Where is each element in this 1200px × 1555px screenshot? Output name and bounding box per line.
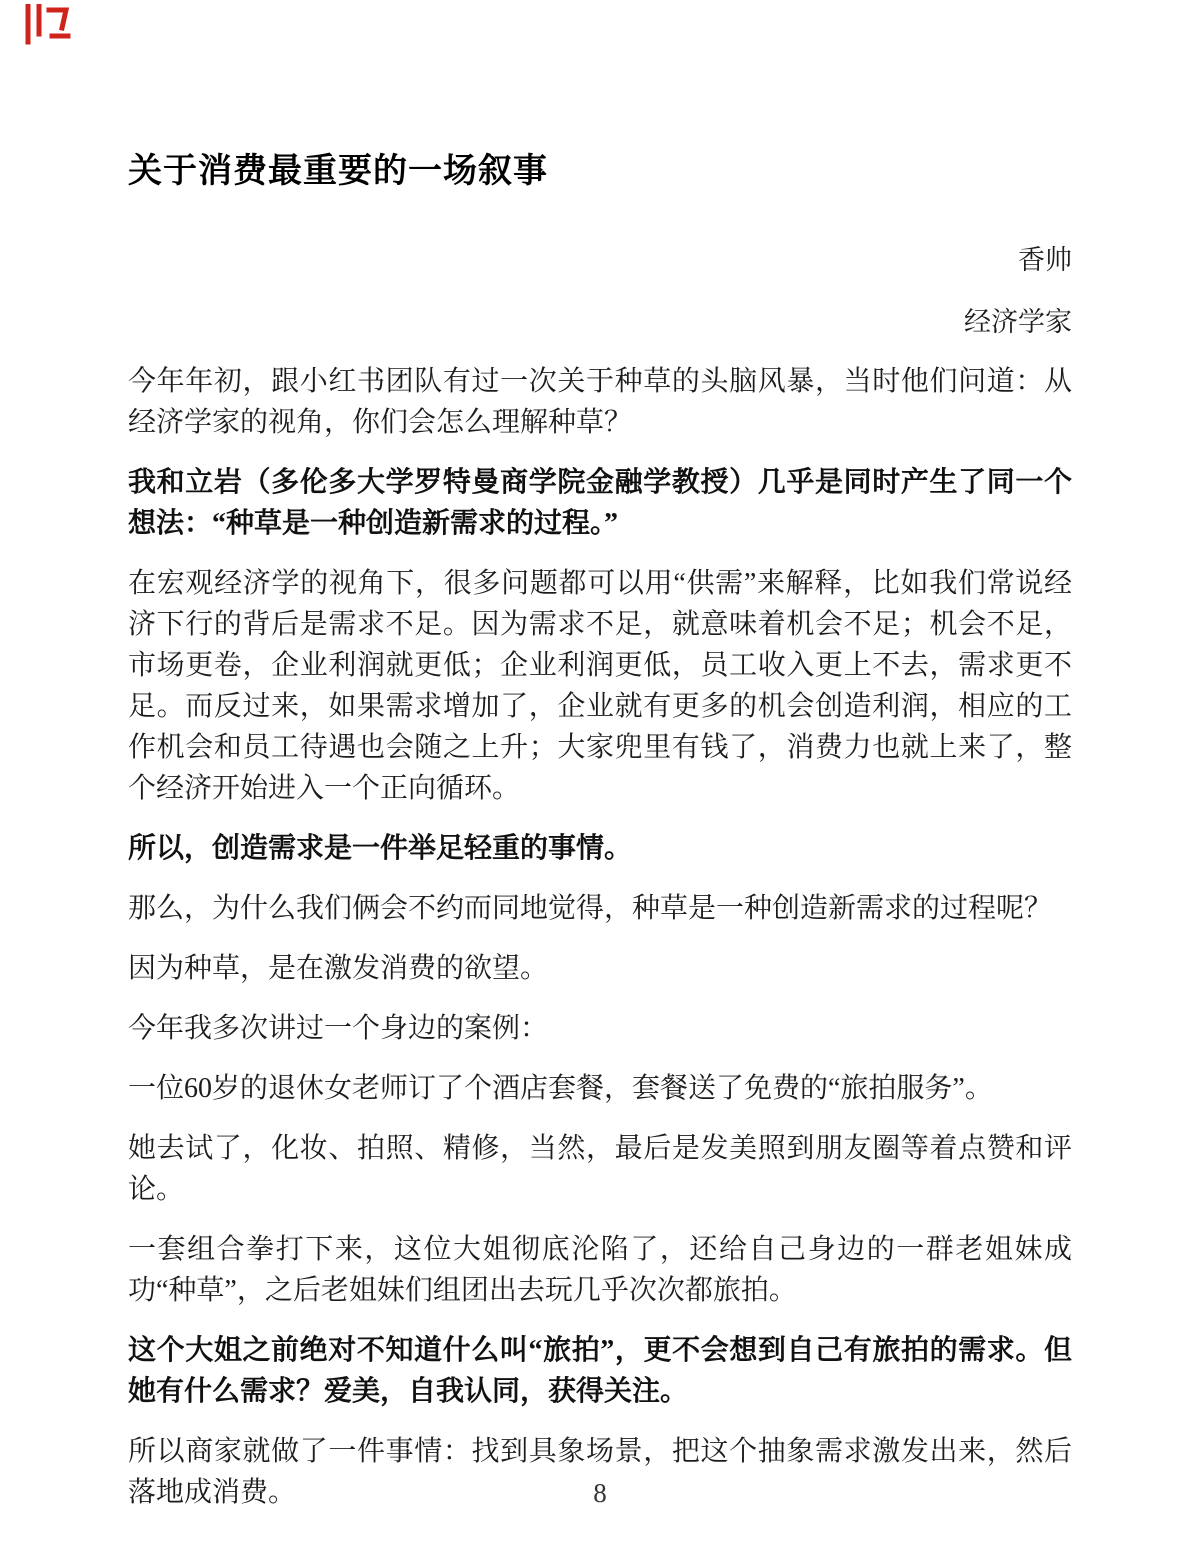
- paragraph: 这个大姐之前绝对不知道什么叫“旅拍”，更不会想到自己有旅拍的需求。但她有什么需求？爱美，自我认同，获得关注。: [128, 1335, 1072, 1407]
- document-title: 关于消费最重要的一场叙事: [128, 153, 548, 190]
- paragraph: 所以商家就做了一件事情：找到具象场景，把这个抽象需求激发出来，然后落地成消费。: [128, 1436, 1072, 1508]
- paragraph: 我和立岩（多伦多大学罗特曼商学院金融学教授）几乎是同时产生了同一个想法：“种草是一种创造新需求的过程。”: [128, 467, 1072, 539]
- paragraph: 所以，创造需求是一件举足轻重的事情。: [128, 833, 633, 864]
- paragraph: 今年年初，跟小红书团队有过一次关于种草的头脑风暴，当时他们问道：从经济学家的视角，你们会怎么理解种草？: [128, 366, 1072, 438]
- paragraph: 在宏观经济学的视角下，很多问题都可以用“供需”来解释，比如我们常说经济下行的背后是需求不足。因为需求不足，就意味着机会不足；机会不足，市场更卷，企业利润就更低；企业利润更低，员工收入更上不去，需求更不足。而反过来，如果需求增加了，企业就有更多的机会创造利润，相应的工作机会和员工待遇也会随之上升；大家兜里有钱了，消费力也就上来了，整个经济开始进入一个正向循环。: [128, 568, 1072, 804]
- article-body: [128, 361, 1072, 1513]
- red-corner-mark-icon: [22, 4, 72, 46]
- byline-author: 香帅: [1018, 245, 1072, 275]
- page-number: 8: [593, 1478, 607, 1508]
- paragraph: 她去试了，化妆、拍照、精修，当然，最后是发美照到朋友圈等着点赞和评论。: [128, 1133, 1072, 1205]
- paragraph: 那么，为什么我们俩会不约而同地觉得，种草是一种创造新需求的过程呢？: [128, 893, 1053, 924]
- paragraph: 因为种草，是在激发消费的欲望。: [128, 953, 549, 984]
- paragraph: 一套组合拳打下来，这位大姐彻底沦陷了，还给自己身边的一群老姐妹成功“种草”，之后老姐妹们组团出去玩几乎次次都旅拍。: [128, 1234, 1072, 1306]
- byline-role: 经济学家: [964, 307, 1072, 337]
- paragraph: 一位60岁的退休女老师订了个酒店套餐，套餐送了免费的“旅拍服务”。: [128, 1073, 993, 1104]
- paragraph: 今年我多次讲过一个身边的案例：: [128, 1013, 549, 1044]
